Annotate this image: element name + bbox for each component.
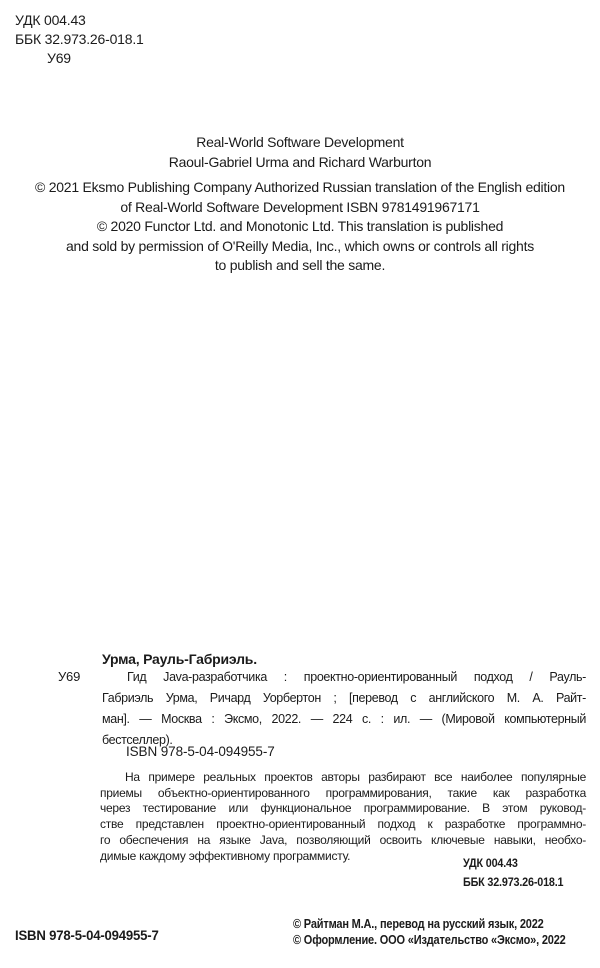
record-line: бестселлер). <box>102 733 173 747</box>
annotation-paragraph <box>100 770 586 864</box>
copyright-line: and sold by permission of O'Reilly Media, Inc., which owns or controls all rights <box>66 237 534 254</box>
bbk-code: ББК 32.973.26-018.1 <box>15 31 144 47</box>
copyright-line: © 2021 Eksmo Publishing Company Authorized Russian translation of the English edition <box>35 179 565 195</box>
copyright-line: to publish and sell the same. <box>214 257 386 273</box>
biblio-author-heading: Урма, Рауль-Габриэль. <box>102 651 257 667</box>
original-authors: Raoul-Gabriel Urma and Richard Warburton <box>168 153 432 170</box>
annotation-line: го обеспечения на языке Java, позволяющий освоить ключевые навыки, необхо- <box>100 832 586 847</box>
top-classification-codes <box>15 11 144 68</box>
copyright-design: © Оформление. ООО «Издательство «Эксмо», 2022 <box>293 933 566 947</box>
original-title: Real-World Software Development <box>196 134 404 150</box>
annotation-line: димые каждому эффективному программисту. <box>100 848 351 863</box>
copyright-translation: © Райтман М.А., перевод на русский язык, 2022 <box>293 917 544 931</box>
footer-copyright-block <box>293 916 566 948</box>
udk-code: УДК 004.43 <box>463 856 518 870</box>
annotation-line: через тестирование или функциональное программирование. В этом руковод- <box>100 801 586 816</box>
author-sign-code: У69 <box>47 50 71 66</box>
annotation-line: приемы объектно-ориентированного программирования, такие как разработка <box>100 785 586 800</box>
record-isbn: ISBN 978-5-04-094955-7 <box>126 744 275 759</box>
udk-code: УДК 004.43 <box>15 12 86 28</box>
bbk-code: ББК 32.973.26-018.1 <box>463 874 564 889</box>
bibliographic-record <box>102 667 586 751</box>
annotation-line: На примере реальных проектов авторы разбирают все наиболее популярные <box>125 770 586 784</box>
record-line: ман]. — Москва : Эксмо, 2022. — 224 с. : ил. — (Мировой компьютерный <box>102 712 586 726</box>
copyright-line: © 2020 Functor Ltd. and Monotonic Ltd. This translation is published <box>96 218 504 234</box>
footer-isbn: ISBN 978-5-04-094955-7 <box>15 927 159 943</box>
biblio-index-code: У69 <box>58 669 81 684</box>
annotation-line: стве представлен проектно-ориентированный подход к разработке программно- <box>100 817 586 832</box>
copyright-line: of Real-World Software Development ISBN 9781491967171 <box>120 198 480 215</box>
record-line: Гид Java-разработчика : проектно-ориентированный подход / Рауль- <box>127 670 586 684</box>
bottom-classification-codes <box>463 854 563 891</box>
copyright-notice-block <box>0 133 600 276</box>
record-line: Габриэль Урма, Ричард Уорбертон ; [перевод с английского М. А. Райт- <box>102 691 586 705</box>
